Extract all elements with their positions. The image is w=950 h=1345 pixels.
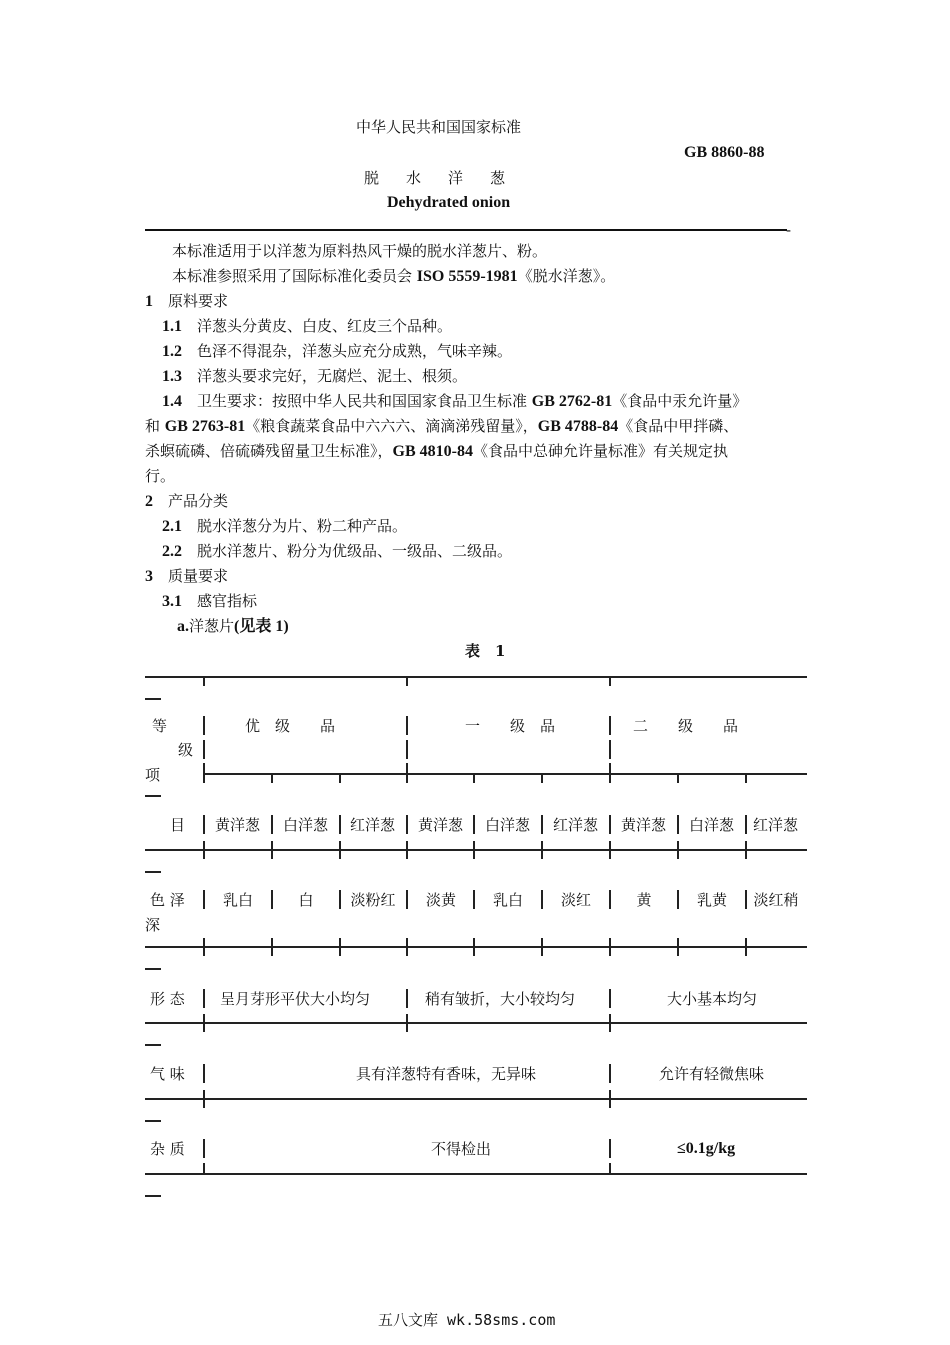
color-cell: 淡红稍	[753, 891, 799, 909]
variety-header: 黄洋葱	[621, 816, 667, 834]
document-title-cn: 脱 水 洋 葱	[364, 169, 512, 187]
table-rule	[145, 946, 807, 948]
column-separator	[406, 890, 408, 909]
table-tick	[203, 763, 205, 783]
text-segment: 质量要求	[153, 567, 229, 585]
body-line	[162, 516, 407, 537]
variety-header: 红洋葱	[350, 816, 396, 834]
text-segment: 脱水洋葱片、粉分为优级品、一级品、二级品。	[182, 542, 513, 560]
table-tick	[406, 841, 408, 859]
standard-code: GB 8860-88	[684, 144, 765, 161]
table-tick	[609, 676, 611, 686]
column-separator	[609, 890, 611, 909]
body-line	[162, 391, 747, 412]
column-separator	[203, 740, 205, 759]
bold-text-segment: 2	[145, 493, 153, 510]
table-tick	[609, 1090, 611, 1108]
column-separator	[677, 815, 679, 834]
text-segment: 《食品中甲拌磷、	[618, 417, 739, 435]
column-separator	[541, 890, 543, 909]
column-separator	[203, 890, 205, 909]
text-segment: 洋葱头要求完好，无腐烂、泥土、根须。	[182, 367, 468, 385]
column-separator	[406, 989, 408, 1008]
table-tick	[203, 841, 205, 859]
bold-text-segment: GB 4788-84	[537, 418, 619, 435]
table-tick	[745, 938, 747, 956]
bold-text-segment: GB 2762-81	[531, 393, 613, 410]
color-cell: 淡红	[560, 891, 591, 909]
table-caption: 表 1	[465, 642, 506, 660]
bold-text-segment: 2.1	[162, 518, 182, 535]
column-separator	[473, 815, 475, 834]
table-tick	[677, 773, 679, 783]
color-cell: 黄	[636, 891, 652, 909]
body-line	[162, 366, 467, 387]
table-tick	[745, 841, 747, 859]
continuation-dash	[145, 1044, 161, 1046]
color-cell: 乳白	[222, 891, 253, 909]
column-separator	[745, 815, 747, 834]
continuation-dash	[145, 795, 161, 797]
body-line	[145, 291, 228, 312]
table-tick	[473, 773, 475, 783]
title-rule-tail: -	[786, 221, 792, 239]
body-line	[145, 441, 728, 462]
text-segment: 感官指标	[182, 592, 258, 610]
bold-text-segment: 1.4	[162, 393, 182, 410]
smell-cell-premium-first: 具有洋葱特有香味，无异味	[356, 1065, 537, 1083]
body-line	[162, 541, 512, 562]
bold-text-segment: (见表 1)	[234, 618, 289, 635]
column-separator	[339, 815, 341, 834]
continuation-dash	[145, 968, 161, 970]
table-tick	[473, 938, 475, 956]
table-tick	[406, 676, 408, 686]
table-rule	[145, 676, 807, 678]
table-rule	[145, 1022, 807, 1024]
body-line	[162, 591, 257, 612]
bold-text-segment: 1	[145, 293, 153, 310]
table-rule	[204, 773, 807, 775]
variety-header: 白洋葱	[485, 816, 531, 834]
column-separator	[406, 815, 408, 834]
text-segment: 色泽不得混杂，洋葱头应充分成熟，气味辛辣。	[182, 342, 513, 360]
variety-header: 红洋葱	[753, 816, 799, 834]
text-segment: 《食品中总砷允许量标准》有关规定执	[472, 442, 728, 460]
corner-label-3: 项	[145, 766, 161, 784]
table-tick	[609, 938, 611, 956]
color-cell: 淡粉红	[350, 891, 396, 909]
table-tick	[406, 938, 408, 956]
column-separator	[406, 740, 408, 759]
variety-header: 白洋葱	[689, 816, 735, 834]
text-segment: 和	[145, 417, 165, 435]
row-label-impurity: 杂 质	[150, 1140, 185, 1158]
column-separator	[203, 815, 205, 834]
text-segment: 《脱水洋葱》。	[517, 267, 616, 285]
continuation-dash	[145, 698, 161, 700]
table-rule	[145, 849, 807, 851]
table-tick	[609, 763, 611, 783]
variety-header: 黄洋葱	[418, 816, 464, 834]
continuation-dash	[145, 871, 161, 873]
text-segment: 行。	[145, 467, 176, 485]
body-line	[172, 266, 615, 287]
bold-text-segment: 3.1	[162, 593, 182, 610]
column-separator	[271, 815, 273, 834]
continuation-dash	[145, 1120, 161, 1122]
body-line	[145, 491, 228, 512]
text-segment: 洋葱片	[189, 617, 235, 635]
country-standard-heading: 中华人民共和国国家标准	[356, 118, 522, 136]
impurity-cell-second: ≤0.1g/kg	[677, 1140, 736, 1157]
text-segment: 洋葱头分黄皮、白皮、红皮三个品种。	[182, 317, 453, 335]
column-separator	[203, 989, 205, 1008]
text-segment: 脱水洋葱分为片、粉二种产品。	[182, 517, 408, 535]
bold-text-segment: GB 4810-84	[392, 443, 473, 460]
color-cell: 淡黄	[425, 891, 456, 909]
table-rule	[145, 1173, 807, 1175]
document-title-en: Dehydrated onion	[387, 194, 511, 211]
table-tick	[745, 773, 747, 783]
body-line	[145, 466, 175, 486]
shape-cell-premium: 呈月芽形平伏大小均匀	[220, 990, 371, 1008]
bold-text-segment: GB 2763-81	[164, 418, 246, 435]
text-segment: 《食品中汞允许量》	[612, 392, 748, 410]
bold-text-segment: ISO 5559-1981	[416, 268, 518, 285]
shape-cell-second: 大小基本均匀	[667, 990, 758, 1008]
body-line	[162, 316, 452, 337]
color-cell: 乳白	[492, 891, 523, 909]
row-label-shape: 形 态	[150, 990, 185, 1008]
body-line	[162, 341, 512, 362]
corner-label-2: 级	[178, 741, 194, 759]
table-tick	[406, 763, 408, 783]
table-tick	[541, 938, 543, 956]
table-tick	[406, 1014, 408, 1032]
column-separator	[609, 1139, 611, 1158]
row-label-color-wrap: 深	[145, 916, 161, 934]
column-separator	[203, 1139, 205, 1158]
shape-cell-first: 稍有皱折，大小较均匀	[425, 990, 576, 1008]
table-tick	[609, 841, 611, 859]
row-label-color: 色 泽	[150, 891, 185, 909]
title-rule	[145, 229, 787, 231]
grade-premium: 优 级 品	[245, 717, 336, 735]
column-separator	[609, 815, 611, 834]
text-segment: 《粮食蔬菜食品中六六六、滴滴涕残留量》，	[245, 417, 538, 435]
column-separator	[271, 890, 273, 909]
corner-label-4: 目	[170, 816, 186, 834]
table-tick	[203, 1163, 205, 1173]
text-segment: 原料要求	[153, 292, 229, 310]
table-tick	[541, 773, 543, 783]
bold-text-segment: 1.1	[162, 318, 182, 335]
text-segment: 产品分类	[153, 492, 229, 510]
table-tick	[339, 773, 341, 783]
table-tick	[339, 841, 341, 859]
column-separator	[677, 890, 679, 909]
table-tick	[677, 841, 679, 859]
bold-text-segment: 1.2	[162, 343, 182, 360]
table-tick	[677, 938, 679, 956]
table-tick	[203, 676, 205, 686]
footer-watermark: 五八文库 wk.58sms.com	[378, 1311, 556, 1329]
table-tick	[271, 841, 273, 859]
body-line	[177, 616, 289, 637]
table-tick	[271, 938, 273, 956]
column-separator	[339, 890, 341, 909]
table-tick	[203, 938, 205, 956]
text-segment: 卫生要求：按照中华人民共和国国家食品卫生标准	[182, 392, 532, 410]
bold-text-segment: 1.3	[162, 368, 182, 385]
table-tick	[203, 1014, 205, 1032]
column-separator	[609, 1064, 611, 1083]
impurity-cell-premium-first: 不得检出	[431, 1140, 492, 1158]
table-tick	[203, 1090, 205, 1108]
row-label-smell: 气 味	[150, 1065, 185, 1083]
column-separator	[609, 989, 611, 1008]
smell-cell-second: 允许有轻微焦味	[659, 1065, 765, 1083]
color-cell: 白	[298, 891, 314, 909]
body-line	[172, 241, 547, 261]
column-separator	[406, 716, 408, 735]
bold-text-segment: 2.2	[162, 543, 182, 560]
body-line	[145, 566, 228, 587]
table-rule	[145, 1098, 807, 1100]
color-cell: 乳黄	[696, 891, 727, 909]
column-separator	[203, 716, 205, 735]
table-tick	[271, 773, 273, 783]
table-tick	[609, 1163, 611, 1173]
column-separator	[203, 1064, 205, 1083]
bold-text-segment: a.	[177, 618, 189, 635]
column-separator	[609, 740, 611, 759]
bold-text-segment: 3	[145, 568, 153, 585]
grade-first: 一 级 品	[465, 717, 556, 735]
column-separator	[609, 716, 611, 735]
text-segment: 本标准参照采用了国际标准化委员会	[172, 267, 417, 285]
variety-header: 白洋葱	[283, 816, 329, 834]
table-tick	[339, 938, 341, 956]
body-line	[145, 416, 738, 437]
variety-header: 红洋葱	[553, 816, 599, 834]
table-tick	[473, 841, 475, 859]
grade-second: 二 级 品	[633, 717, 739, 735]
text-segment: 本标准适用于以洋葱为原料热风干燥的脱水洋葱片、粉。	[172, 242, 548, 260]
text-segment: 杀螟硫磷、倍硫磷残留量卫生标准》，	[145, 442, 393, 460]
table-tick	[541, 841, 543, 859]
column-separator	[745, 890, 747, 909]
variety-header: 黄洋葱	[215, 816, 261, 834]
corner-label-1: 等	[152, 717, 168, 735]
continuation-dash	[145, 1195, 161, 1197]
table-tick	[609, 1014, 611, 1032]
column-separator	[473, 890, 475, 909]
column-separator	[541, 815, 543, 834]
